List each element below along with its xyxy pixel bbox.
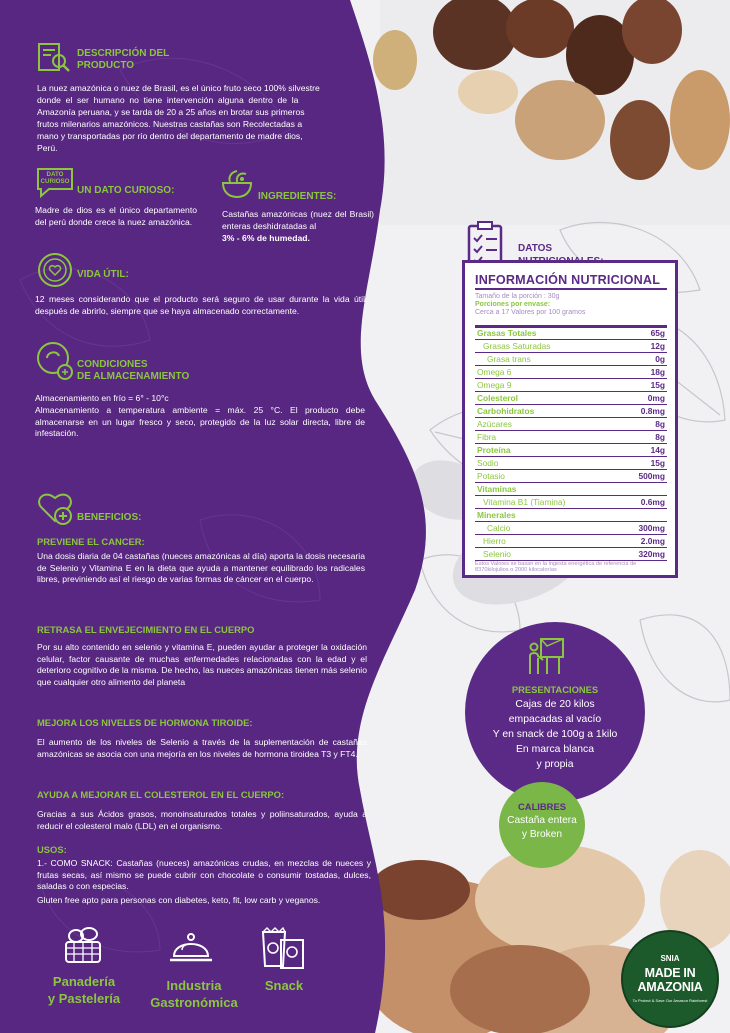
nutrition-value: 12g [650, 341, 665, 351]
nutrition-row [475, 353, 667, 366]
descripcion-line-5: mano y transportadas por río dentro del departamento de madre dios, [37, 131, 303, 141]
nutrition-value: 320mg [638, 549, 665, 559]
usos-title: USOS: [37, 844, 67, 855]
nutrition-rows [475, 327, 667, 561]
salad-bowl-icon [220, 166, 254, 200]
nutrition-label: Selenio [483, 549, 511, 559]
descripcion-line-3: Amazonía peruana, y se tarda de 20 a 25 años en brotar sus primeros [37, 107, 305, 117]
descripcion-line-2: donde el ser humano no tiene intervención alguna dentro de la [37, 95, 299, 105]
condiciones-frio: Almacenamiento en frío = 6° - 10°c [35, 393, 169, 403]
nutrition-label: Sodio [477, 458, 499, 468]
nutrition-value: 0mg [647, 393, 665, 403]
beneficio-2-title: RETRASA EL ENVEJECIMIENTO EN EL CUERPO [37, 624, 255, 635]
nutrition-label: Azúcares [477, 419, 512, 429]
ingredientes-title: INGREDIENTES: [258, 191, 337, 202]
nutrition-label: Vitamina B1 (Tiamina) [483, 497, 566, 507]
datos-nut-title-1: DATOS [518, 243, 553, 254]
nutrition-label: Colesterol [477, 393, 518, 403]
descripcion-line-1: La nuez amazónica o nuez de Brasil, es el único fruto seco 100% silvestre [37, 83, 320, 93]
presentaciones-line-1: Cajas de 20 kilos [515, 699, 595, 710]
nutrition-label: Hierro [483, 536, 506, 546]
nutrition-label: Fibra [477, 432, 497, 442]
nutrition-row [475, 470, 667, 483]
nutrition-label: Carbohidratos [477, 406, 535, 416]
nutrition-row [475, 392, 667, 405]
beneficios-title: BENEFICIOS: [77, 512, 142, 523]
badge-subtitle: To Protect & Save Our Amazon Rainforest [632, 998, 708, 1003]
presentation-box-icon [527, 636, 571, 676]
nutrition-row [475, 379, 667, 392]
nutrition-row [475, 418, 667, 431]
beneficio-3-title: MEJORA LOS NIVELES DE HORMONA TIROIDE: [37, 717, 253, 728]
nutrition-label: Minerales [477, 510, 516, 520]
nutrition-row [475, 340, 667, 353]
calibres-line-1: Castaña entera [507, 815, 577, 826]
nutrition-row [475, 522, 667, 535]
bottom-label-1-line-1: Panadería [52, 974, 116, 989]
nutrition-table [462, 260, 678, 578]
nutrition-row [475, 509, 667, 522]
clock-heart-icon [36, 251, 74, 289]
bottom-label-1-line-2: y Pastelería [47, 991, 121, 1006]
presentaciones-line-4: En marca blanca [516, 744, 594, 755]
document-search-icon [37, 42, 71, 74]
nutrition-value: 0.6mg [640, 497, 665, 507]
nutrition-label: Vitaminas [477, 484, 517, 494]
nutrition-value: 14g [650, 445, 665, 455]
nutrition-divider [475, 288, 667, 290]
nutrition-row [475, 405, 667, 418]
beneficio-3-text: El aumento de los niveles de Selenio a través de la suplementación de castañas amazónicas se asocia con una mejoría en los niveles de hormona tiroidea T3 y FT4. [37, 737, 367, 759]
ingredientes-humedad: 3% - 6% de humedad. [222, 233, 310, 243]
serving-cloche-icon [166, 922, 216, 970]
nutrition-value: 300mg [638, 523, 665, 533]
nutrition-row [475, 548, 667, 561]
nutrition-value: 8g [655, 432, 665, 442]
nutrition-label: Omega 6 [477, 367, 512, 377]
snack-bag-icon [259, 926, 309, 974]
beneficio-4-title: AYUDA A MEJORAR EL COLESTEROL EN EL CUERPO: [37, 789, 285, 800]
nutrition-row [475, 366, 667, 379]
nutrition-row [475, 496, 667, 509]
descripcion-line-6: Perú. [37, 143, 58, 153]
nutrition-row [475, 457, 667, 470]
calibres-title: CALIBRES [518, 801, 566, 812]
nutrition-value: 15g [650, 380, 665, 390]
nutrition-row [475, 483, 667, 496]
nutrition-title: INFORMACIÓN NUTRICIONAL [475, 273, 661, 287]
nutrition-value: 0.8mg [640, 406, 665, 416]
descripcion-line-4: frutos milenarios amazónicos. Nuestras castañas son Recolectadas a [37, 119, 303, 129]
beneficio-4-text: Gracias a sus Ácidos grasos, monoinsaturados totales y poliinsaturados, ayuda a reducir el colesterol malo (LDL) en el organismo. [37, 809, 367, 831]
nutrition-porciones-label: Porciones por envase: [475, 301, 551, 308]
nutrition-value: 0g [655, 354, 665, 364]
nutrition-row [475, 535, 667, 548]
condiciones-title-2: DE ALMACENAMIENTO [77, 371, 190, 382]
nutrition-porciones-value: Cerca a 17 Valores por 100 gramos [475, 309, 586, 316]
nutrition-label: Grasas Totales [477, 328, 537, 338]
presentaciones-line-2: empacadas al vacío [508, 714, 602, 725]
presentaciones-line-3: Y en snack de 100g a 1kilo [492, 729, 618, 740]
calibres-line-2: y Broken [521, 829, 563, 840]
condiciones-title-1: CONDICIONES [77, 359, 148, 370]
bottom-label-2-line-1: Industria [166, 978, 222, 993]
nutrition-row [475, 444, 667, 457]
condiciones-text: Almacenamiento a temperatura ambiente = máx. 25 °C. El producto debe almacenarse en un lugar fresco y seco, protegido de la luz solar directa, libre de infestación. [35, 405, 365, 439]
ingredientes-text: Castañas amazónicas (nuez del Brasil) enteras deshidratadas al [222, 209, 374, 231]
vida-title: VIDA ÚTIL: [77, 269, 129, 280]
bottom-label-3: Snack [264, 978, 304, 993]
dato-icon-text: DATO CURIOSO [40, 171, 70, 185]
nutrition-label: Proteína [477, 445, 511, 455]
descripcion-title: DESCRIPCIÓN DEL PRODUCTO [77, 48, 170, 71]
nutrition-value: 15g [650, 458, 665, 468]
beneficio-2-text: Por su alto contenido en selenio y vitamina E, pueden ayudar a proteger la oxidación celular, factor causante de muchas enfermedades relacionadas con la edad y el deterioro cognitivo de la misma. De hecho, las nueces amazónicas tienen más selenio que cualquier otro alimento del planeta [37, 642, 367, 687]
bread-basket-icon [60, 922, 106, 968]
nutrition-value: 500mg [638, 471, 665, 481]
nutrition-value: 2.0mg [640, 536, 665, 546]
storage-conditions-icon [35, 340, 75, 382]
beneficio-1-title: PREVIENE EL CANCER: [37, 536, 145, 547]
nutrition-label: Omega 9 [477, 380, 512, 390]
presentaciones-title: PRESENTACIONES [511, 684, 599, 695]
nutrition-value: 18g [650, 367, 665, 377]
bottom-label-2-line-2: Gastronómica [150, 995, 238, 1010]
presentaciones-line-5: y propia [536, 759, 574, 770]
dato-text: Madre de dios es el único departamento del perú donde crece la nuez amazónica. [35, 205, 197, 227]
nutrition-label: Grasa trans [487, 354, 531, 364]
nutrition-porcion: Tamaño de la porción : 30g [475, 293, 560, 300]
nutrition-label: Potasio [477, 471, 505, 481]
heart-plus-icon [35, 487, 75, 527]
nutrition-row [475, 327, 667, 340]
dato-title: UN DATO CURIOSO: [77, 185, 175, 196]
made-in-amazonia-badge [621, 930, 719, 1028]
usos-text-2: Gluten free apto para personas con diabetes, keto, fit, low carb y veganos. [37, 895, 321, 905]
vida-text: 12 meses considerando que el producto será seguro de usar durante la vida útil después de abrirlo, siempre que se haya almacenado correctamente. [35, 294, 365, 316]
usos-text: 1.- COMO SNACK: Castañas (nueces) amazónicas crudas, en mezclas de nueces y frutas secas, así mismo se puede cubrir con chocolate o consumir tostadas, dulces, saladas o con especias. [37, 858, 371, 892]
nutrition-value: 65g [650, 328, 665, 338]
badge-title: MADE IN AMAZONIA [637, 966, 703, 994]
nutrition-label: Calcio [487, 523, 511, 533]
badge-brand: SNIA [660, 954, 680, 963]
nutrition-row [475, 431, 667, 444]
nutrition-label: Grasas Saturadas [483, 341, 551, 351]
nutrition-footer: Estos Valores se basan en la ingesta energética de referencia de 8370kilojulios o 2000 kilocalorías [475, 561, 637, 574]
beneficio-1-text: Una dosis diaria de 04 castañas (nueces amazónicas al día) aporta la dosis necesaria de Selenio y Vitamina E en la dieta que ayuda a mantener equilibrado los radicales libres, previniendo así el riesgo de varias formas de cáncer en el cuerpo. [37, 551, 365, 585]
nutrition-value: 8g [655, 419, 665, 429]
